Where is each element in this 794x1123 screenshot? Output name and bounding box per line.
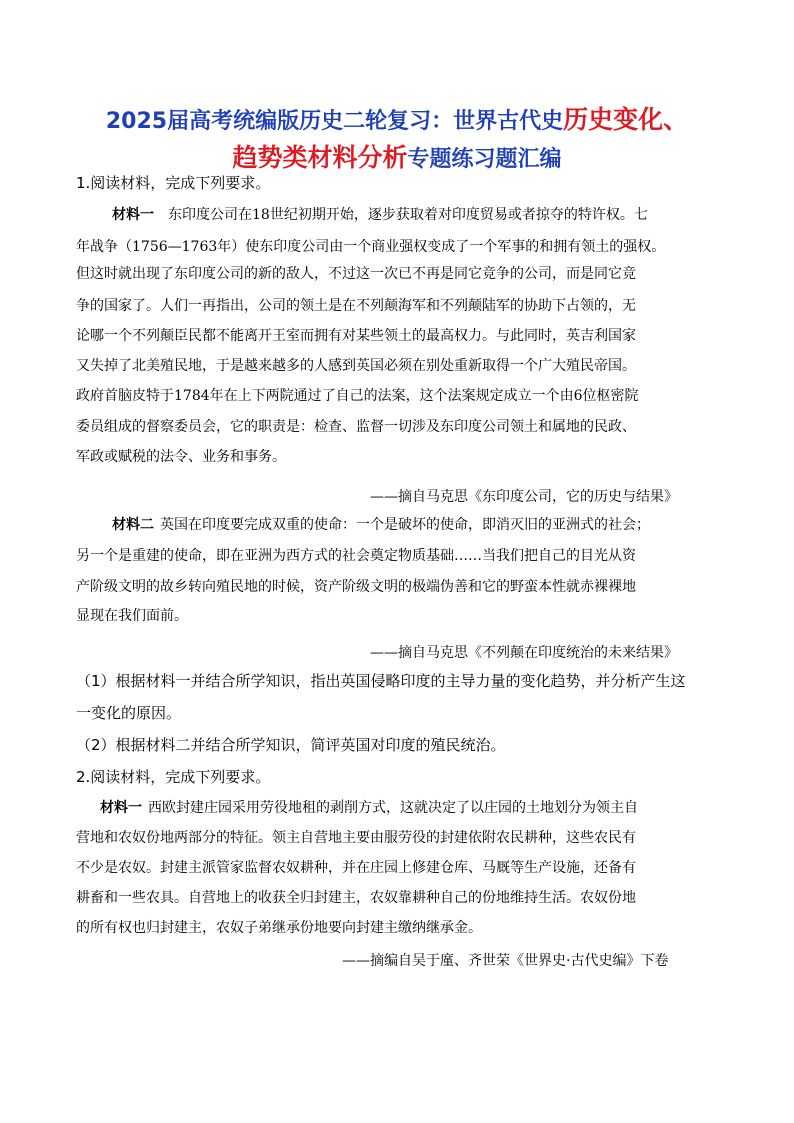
q1-material1-line: 又失掉了北美殖民地，于是越来越多的人感到英国必须在别处重新取得一个广大殖民帝国。 [76,358,636,374]
q1-material2-line: 显现在我们面前。 [76,608,188,624]
title-blue-part: 专题练习题汇编 [407,147,562,172]
title-red-part: 历史变化、 [563,105,689,134]
document-title-line1 [0,100,794,136]
material-text: 西欧封建庄园采用劳役地租的剥削方式，这就决定了以庄园的土地划分为领主自 [148,800,638,816]
q1-material1-line: 论哪一个不列颠臣民都不能离开王室而拥有对某些领土的最高权力。与此同时，英吉利国家 [76,328,636,344]
material-label: 材料一 [112,207,154,223]
q1-material2-line: 产阶级文明的故乡转向殖民地的时候，资产阶级文明的极端伪善和它的野蛮本性就赤裸裸地 [76,579,636,595]
q1-material1-line: 年战争（1756—1763年）使东印度公司由一个商业强权变成了一个军事的和拥有领土的强权。 [76,239,666,255]
q1-material2-source: ——摘自马克思《不列颠在印度统治的未来结果》 [370,645,678,661]
title-red-part: 趋势类材料分析 [232,143,408,172]
q2-material1-line: 营地和农奴份地两部分的特征。领主自营地主要由服劳役的封建依附农民耕种，这些农民有 [76,830,636,846]
q1-material1-line: 政府首脑皮特于1784年在上下两院通过了自己的法案，这个法案规定成立一个由6位枢密院 [76,388,639,404]
q2-material1-line: 的所有权也归封建主，农奴子弟继承份地要向封建主缴纳继承金。 [76,920,482,936]
q1-material1-line: 军政或赋税的法令、业务和事务。 [76,449,286,465]
q1-material1-source: ——摘自马克思《东印度公司，它的历史与结果》 [370,489,678,505]
document-title-line2 [0,138,794,174]
q1-subquestion-2: （2）根据材料二并结合所学知识，简评英国对印度的殖民统治。 [76,736,506,754]
q2-heading: 2.阅读材料，完成下列要求。 [76,768,271,786]
q2-material1-line: 不少是农奴。封建主派管家监督农奴耕种，并在庄园上修建仓库、马厩等生产设施，还备有 [76,860,636,876]
q2-material1-source: ——摘编自吴于廑、齐世荣《世界史·古代史编》下卷 [342,953,669,969]
q2-material1-line [100,797,638,819]
q1-material1-line: 委员组成的督察委员会，它的职责是：检查、监督一切涉及东印度公司领土和属地的民政、 [76,419,636,435]
q1-material1-line: 争的国家了。人们一再指出，公司的领土是在不列颠海军和不列颠陆军的协助下占领的，无 [76,298,636,314]
q1-subquestion-1: （1）根据材料一并结合所学知识，指出英国侵略印度的主导力量的变化趋势，并分析产生这 [76,672,686,690]
q1-material1-line: 但这时就出现了东印度公司的新的敌人，不过这一次已不再是同它竞争的公司，而是同它竞 [76,266,636,282]
title-blue-part: 2025届高考统编版历史二轮复习：世界古代史 [105,109,564,134]
q1-material2-line [112,514,650,536]
q1-subquestion-1-cont: 一变化的原因。 [76,704,182,722]
q1-material1-line [112,204,648,226]
material-text: 英国在印度要完成双重的使命：一个是破坏的使命，即消灭旧的亚洲式的社会； [160,517,650,533]
q1-material2-line: 另一个是重建的使命，即在亚洲为西方式的社会奠定物质基础……当我们把自己的目光从资 [76,548,636,564]
material-label: 材料二 [112,517,154,533]
material-text: 东印度公司在18世纪初期开始，逐步获取着对印度贸易或者掠夺的特许权。七 [168,207,648,223]
q1-heading: 1.阅读材料，完成下列要求。 [76,174,271,192]
material-label: 材料一 [100,800,142,816]
q2-material1-line: 耕畜和一些农具。自营地上的收获全归封建主，农奴靠耕种自己的份地维持生活。农奴份地 [76,890,636,906]
